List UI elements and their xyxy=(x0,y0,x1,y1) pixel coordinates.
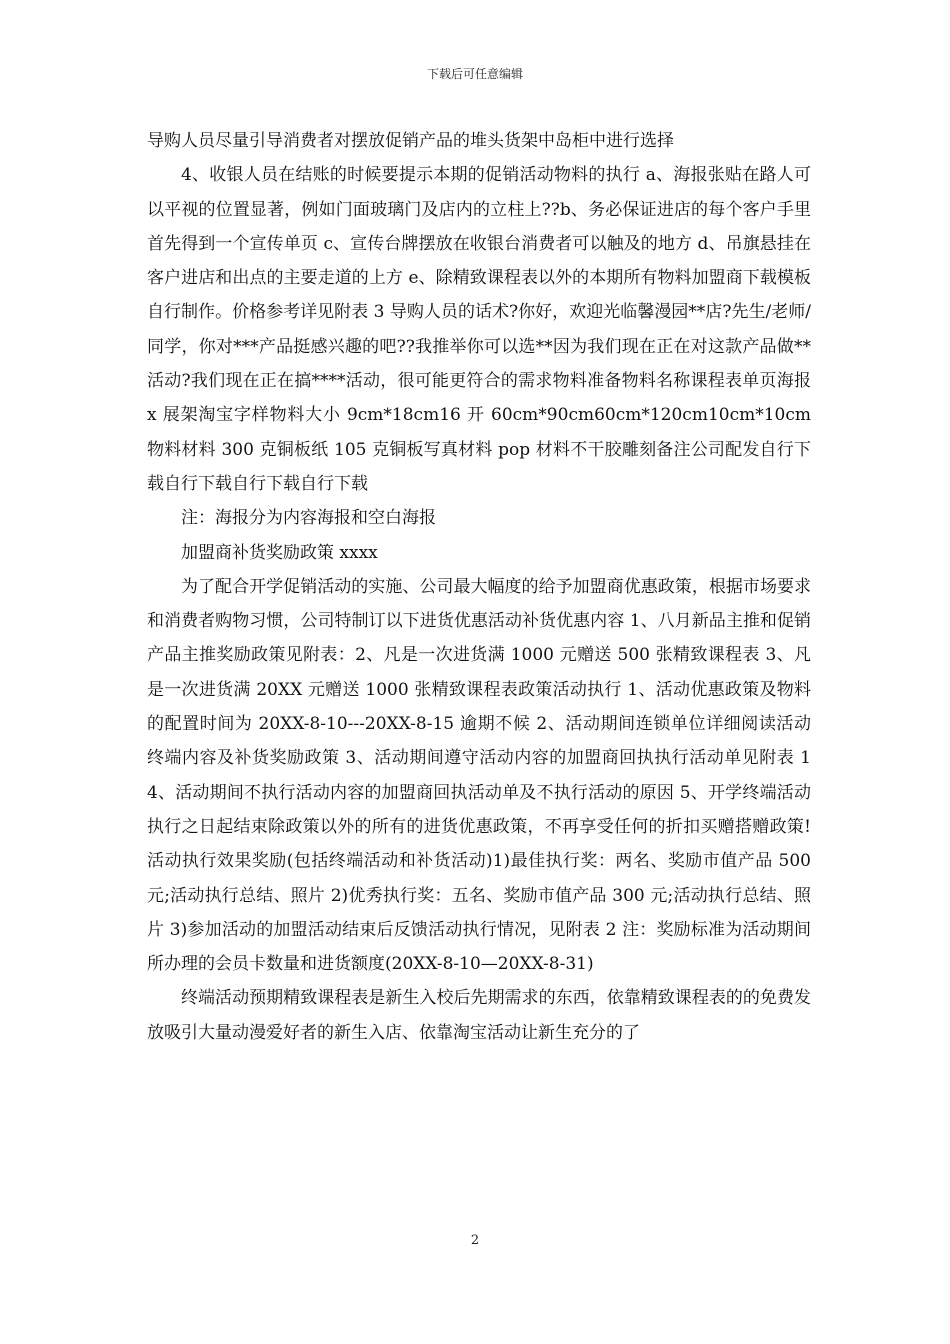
paragraph: 4、收银人员在结账的时候要提示本期的促销活动物料的执行 a、海报张贴在路人可以平视的位置显著，例如门面玻璃门及店内的立柱上??b、务必保证进店的每个客户手里首先得到一个宣传单页 c、宣传台牌摆放在收银台消费者可以触及的地方 d、吊旗悬挂在客户进店和出点的主要走道的上方 e、除精致课程表以外的本期所有物料加盟商下载模板自行制作。价格参考详见附表 3 导购人员的话术?你好，欢迎光临馨漫园**店?先生/老师/同学，你对***产品挺感兴趣的吧??我推举你可以选**因为我们现在正在对这款产品做**活动?我们现在正在搞****活动，很可能更符合的需求物料准备物料名称课程表单页海报 x 展架淘宝字样物料大小 9cm*18cm16 开 60cm*90cm60cm*120cm10cm*10cm 物料材料 300 克铜板纸 105 克铜板写真材料 pop 材料不干胶雕刻备注公司配发自行下载自行下载自行下载自行下载 xyxy=(147,165,811,494)
document-body xyxy=(147,124,811,1050)
paragraph: 导购人员尽量引导消费者对摆放促销产品的堆头货架中岛柜中进行选择 xyxy=(147,131,674,151)
page-header: 下载后可任意编辑 xyxy=(426,67,523,81)
paragraph: 加盟商补货奖励政策 xxxx xyxy=(181,542,378,563)
paragraph: 注：海报分为内容海报和空白海报 xyxy=(181,508,436,529)
paragraph: 为了配合开学促销活动的实施、公司最大幅度的给予加盟商优惠政策，根据市场要求和消费者购物习惯，公司特制订以下进货优惠活动补货优惠内容 1、八月新品主推和促销产品主推奖励政策见附表：2、凡是一次进货满 1000 元赠送 500 张精致课程表 3、凡是一次进货满 20XX 元赠送 1000 张精致课程表政策活动执行 1、活动优惠政策及物料的配置时间为 20XX-8-10---20XX-8-15 逾期不候 2、活动期间连锁单位详细阅读活动终端内容及补货奖励政策 3、活动期间遵守活动内容的加盟商回执执行活动单见附表 14、活动期间不执行活动内容的加盟商回执活动单及不执行活动的原因 5、开学终端活动执行之日起结束除政策以外的所有的进货优惠政策，不再享受任何的折扣买赠搭赠政策!活动执行效果奖励(包括终端活动和补货活动)1)最佳执行奖：两名、奖励市值产品 500 元;活动执行总结、照片 2)优秀执行奖：五名、奖励市值产品 300 元;活动执行总结、照片 3)参加活动的加盟活动结束后反馈活动执行情况，见附表 2 注：奖励标准为活动期间所办理的会员卡数量和进货额度(20XX-8-10—20XX-8-31) xyxy=(147,576,811,975)
paragraph: 终端活动预期精致课程表是新生入校后先期需求的东西，依靠精致课程表的的免费发放吸引大量动漫爱好者的新生入店、依靠淘宝活动让新生充分的了 xyxy=(147,988,811,1043)
page-number: 2 xyxy=(470,1233,480,1248)
